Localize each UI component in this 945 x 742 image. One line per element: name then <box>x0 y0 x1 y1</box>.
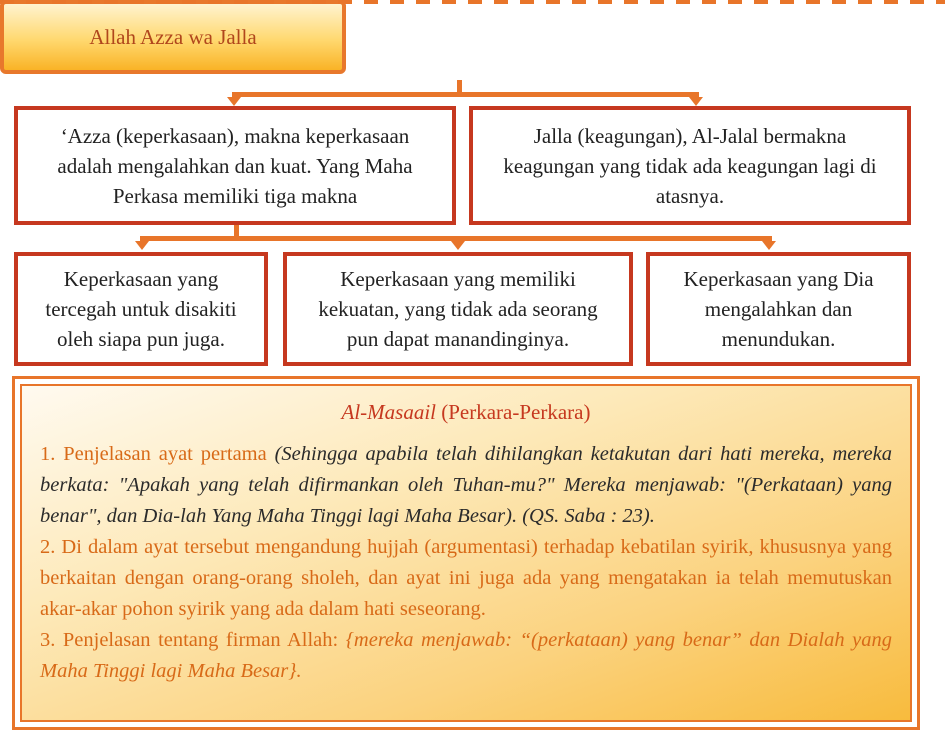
node-text: ‘Azza (keperkasaan), makna keperkasaan adalah mengalahkan dan kuat. Yang Maha Perkasa memiliki tiga makna <box>57 123 413 208</box>
arrow-icon <box>135 241 149 250</box>
masaail-panel-inner <box>20 384 912 722</box>
level2-node-3 <box>646 252 911 366</box>
level2-node-1 <box>14 252 268 366</box>
panel-title-italic: Al-Masaail <box>341 400 436 424</box>
item-2: 2. Di dalam ayat tersebut mengandung hujjah (argumentasi) terhadap kebatilan syirik, khususnya yang berkaitan dengan orang-orang sholeh, dan ayat ini juga ada yang mengatakan ia telah memutuskan akar-akar pohon syirik yang ada dalam hati seseorang. <box>40 536 892 620</box>
top-dashed-rule <box>0 0 945 4</box>
panel-title <box>40 400 892 425</box>
masaail-panel <box>12 376 920 730</box>
arrow-icon <box>689 97 703 106</box>
item-1-quote: (Sehingga apabila telah dihilangkan ketakutan dari hati mereka, mereka berkata: "Apakah yang telah difirmankan oleh Tuhan-mu?" Mereka menjawab: "(Perkataan) yang benar", dan Dia-lah Yang Maha Tinggi lagi Maha Besar). (QS. Saba : 23). <box>40 443 893 527</box>
item-1-label: 1. Penjelasan ayat pertama <box>40 443 275 465</box>
item-3-quote: {mereka menjawab: “(perkataan) yang benar” dan Dialah yang Maha Tinggi lagi Maha Besar}. <box>40 629 892 682</box>
level1-node-jalla <box>469 106 911 225</box>
arrow-icon <box>227 97 241 106</box>
panel-title-rest: (Perkara-Perkara) <box>436 400 591 424</box>
node-text: Keperkasaan yang Dia mengalahkan dan menundukan. <box>683 267 874 351</box>
node-text: Keperkasaan yang memiliki kekuatan, yang tidak ada seorang pun dapat manandinginya. <box>318 267 598 351</box>
node-text: Keperkasaan yang tercegah untuk disakiti oleh siapa pun juga. <box>45 267 237 351</box>
item-1 <box>40 439 892 532</box>
item-3 <box>40 625 892 687</box>
arrow-icon <box>762 241 776 250</box>
arrow-icon <box>451 241 465 250</box>
item-3-label: 3. Penjelasan tentang firman Allah: <box>40 629 346 651</box>
connector <box>232 92 699 97</box>
node-text: Jalla (keagungan), Al-Jalal bermakna keagungan yang tidak ada keagungan lagi di atasnya. <box>503 123 877 208</box>
root-node <box>0 0 346 74</box>
root-label: Allah Azza wa Jalla <box>89 24 257 49</box>
level1-node-azza <box>14 106 456 225</box>
level2-node-2 <box>283 252 633 366</box>
